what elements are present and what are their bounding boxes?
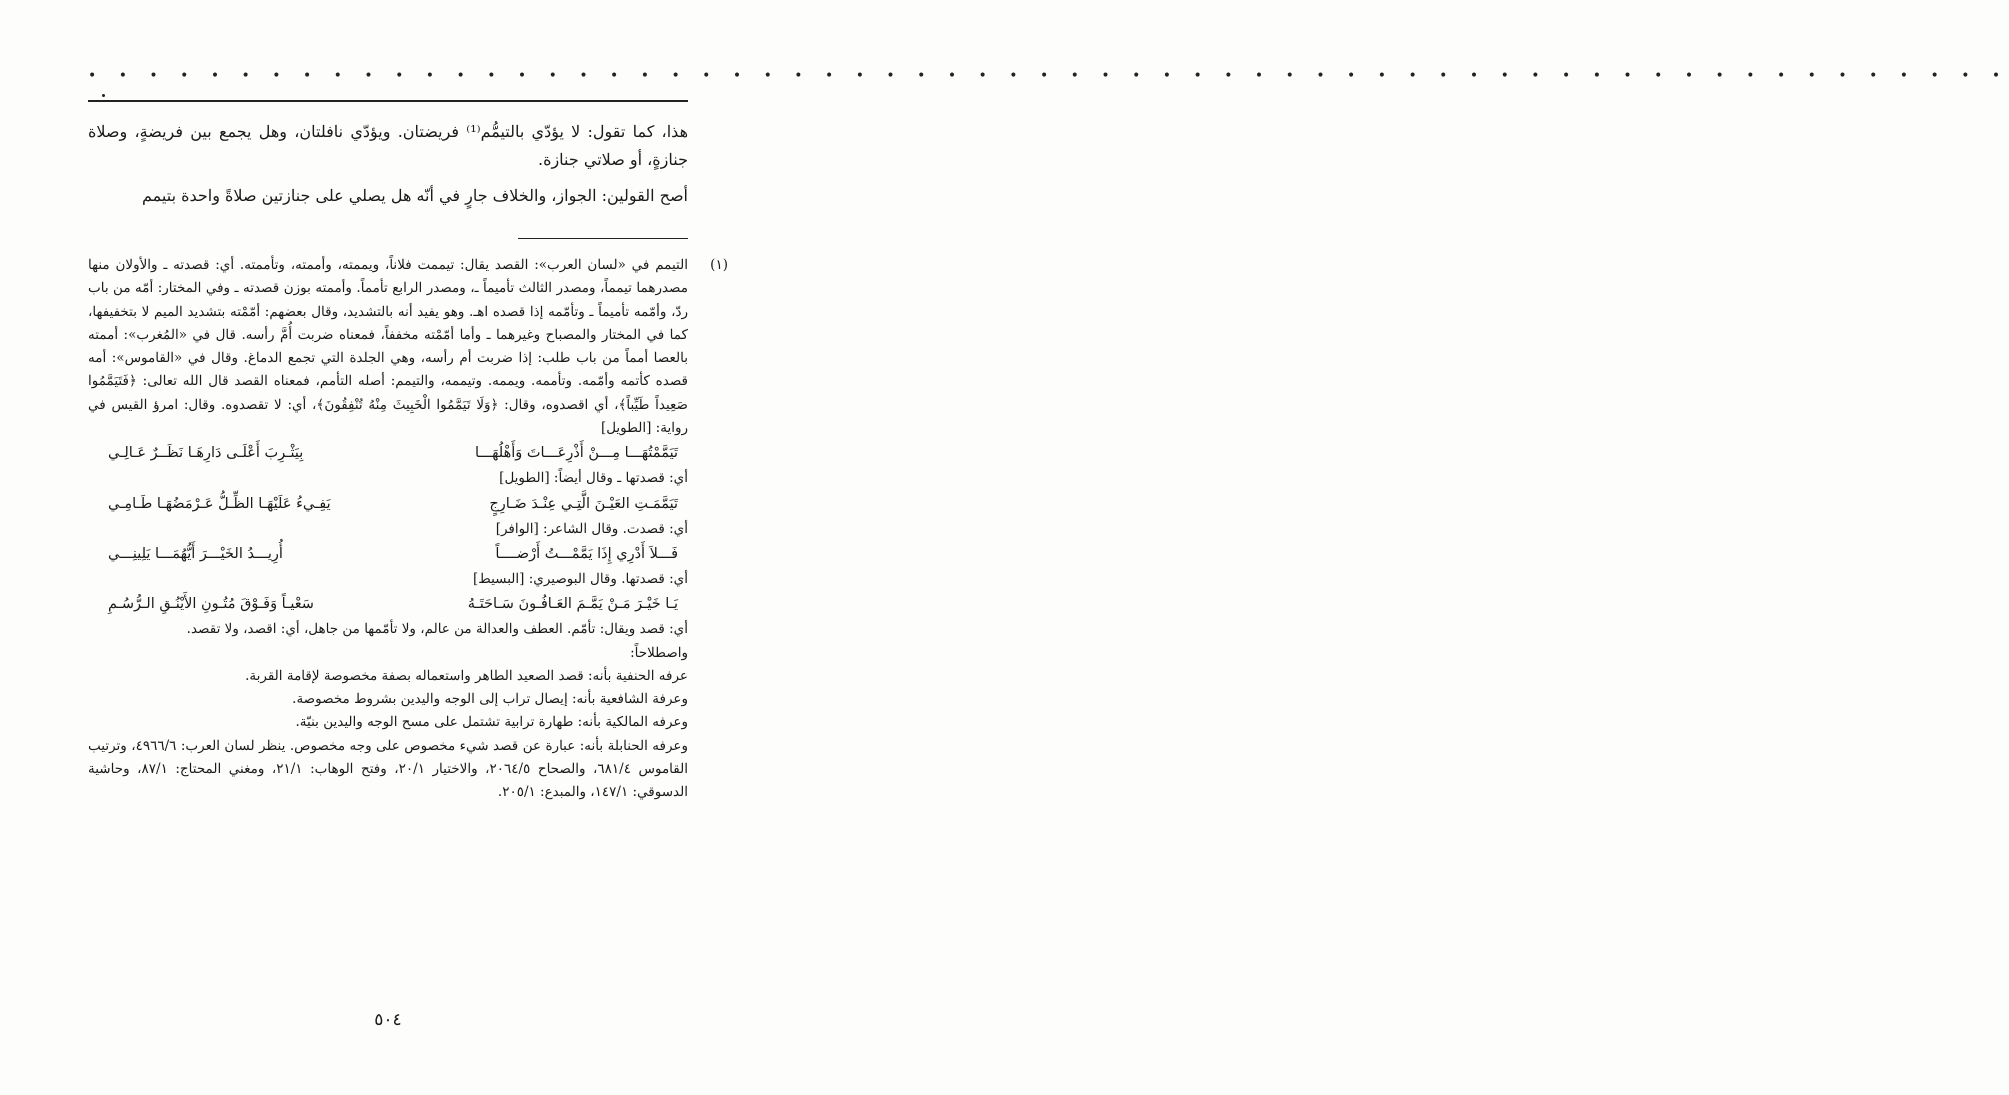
terminology-heading: واصطلاحاً: xyxy=(630,644,688,661)
footnote xyxy=(88,254,728,805)
verse-4-gloss: أي: قصد ويقال: تأمّم. العطف والعدالة من عالم، ولا تأمّمها من جاهل، أي: اقصد، ولا تقصد. xyxy=(186,621,688,638)
verse-1 xyxy=(88,440,688,467)
header-dot-rule: • • • • • • • • • • • • • • • • • • • • • • • • • • • • • • • • • • • • • • • • • • • • • • • • • • • • • • • • • • • • • • • xyxy=(88,68,2009,84)
main-text xyxy=(88,118,688,218)
verse-1-second-hemistich: بِيَثْـرِبَ أَعْلَـى دَارِهَـا نَظَــرٌ عَـالِـي xyxy=(108,445,304,462)
verse-4-second-hemistich: سَعْيـاً وَفَـوْقَ مُتُـونِ الأَيْنُـقِ الـرُّسُـمِ xyxy=(108,596,314,613)
verse-2-first-hemistich: تَيَمَّمَـتِ العَيْـنَ الَّتِـي عِنْـدَ ضَـارِجٍ xyxy=(489,495,678,512)
definition-hanbali-references: وعرفه الحنابلة بأنه: عبارة عن قصد شيء مخصوص على وجه مخصوص. ينظر لسان العرب: ٤٩٦٦/٦، وترتيب القاموس ٦٨١/٤، والصحاح ٢٠٦٤/٥، والاختيار ٢٠/١، وفتح الوهاب: ٢١/١، ومغني المحتاج: ٨٧/١، وحاشية الدسوقي: ١٤٧/١، والمبدع: ٢٠٥/١. xyxy=(88,737,688,801)
verse-3-second-hemistich: أُرِيـــدُ الخَيْـــرَ أَيُّهُمَـــا يَلِينِـــي xyxy=(108,545,283,562)
page-number: ٥٠٤ xyxy=(374,1010,402,1030)
header-rule xyxy=(88,100,688,102)
definition-shafii: وعرفة الشافعية بأنه: إيصال تراب إلى الوجه واليدين بشروط مخصوصة. xyxy=(292,691,688,708)
verse-2-second-hemistich: يَفِـيءُ عَلَيْهَـا الظِّـلُّ عَـرْمَضُهَـا طَـامِـي xyxy=(108,495,331,512)
main-paragraph-2: أصح القولين: الجواز، والخلاف جارٍ في أنّه هل يصلي على جنازتين صلاةً واحدة بتيمم xyxy=(142,186,688,205)
verse-3-gloss: أي: قصدتها. وقال البوصيري: [البسيط] xyxy=(473,570,688,587)
definition-maliki: وعرفه المالكية بأنه: طهارة ترابية تشتمل على مسح الوجه واليدين بنيّة. xyxy=(295,714,688,731)
footnote-number: (١) xyxy=(710,257,728,273)
verse-3-first-hemistich: فَـــلاَ أَدْرِي إِذَا يَمَّمْـــتُ أَرْضــــاً xyxy=(495,545,678,562)
verse-1-first-hemistich: تَيَمَّمْتُهَـــا مِـــنْ أَذْرِعَـــاتَ وَأَهْلُهَـــا xyxy=(474,445,678,462)
main-paragraph-1: هذا، كما تقول: لا يؤدّي بالتيمُّم⁽¹⁾ فريضتان. ويؤدّي نافلتان، وهل يجمع بين فريضةٍ، وصلاة جنازةٍ، أو صلاتي جنازة. xyxy=(88,122,689,169)
verse-4-first-hemistich: يَـا خَيْـرَ مَـنْ يَمَّـمَ العَـافُـونَ سَـاحَتَـهُ xyxy=(467,596,678,613)
footnote-intro: التيمم في «لسان العرب»: القصد يقال: تيممت فلاناً، ويممته، وأممته، وتأممته. أي: قصدته ـ والأولان منها مصدرهما تيمماً، ومصدر الثالث تأميماً ـ، ومصدر الرابع تأمماً. وأممته بوزن قصدته ـ وفي المختار: أمّه من باب ردّ، وأمّمه تأميماً ـ وتأمّمه إذا قصده اهـ. وهو يفيد أنه بالتشديد، وقال بعضهم: أمّمْته بتشديد الميم لا بتخفيفها، كما في المختار والمصباح وغيرهما ـ وأما أمّمْته مخففاً، فمعناه ضربت أُمَّ رأسه. قال في «المُغرب»: أممته بالعصا أمماً من باب طلب: إذا ضربت أم رأسه، وهي الجلدة التي تجمع الدماغ. وقال في «القاموس»: أمه قصده كأتمه وأمّمه. وتأممه. ويممه. وتيممه، والتيمم: أصله التأمم، فمعناه القصد قال الله تعالى: ﴿فَتَيَمَّمُوا صَعِيداً طَيِّباً﴾، أي اقصدوه، وقال: ﴿وَلَا تَيَمَّمُوا الْخَبِيثَ مِنْهُ تُنْفِقُونَ﴾، أي: لا تقصدوه. وقال: امرؤ القيس في رواية: [الطويل] xyxy=(88,257,688,437)
verse-1-gloss: أي: قصدتها ـ وقال أيضاً: [الطويل] xyxy=(499,470,688,487)
footnote-separator xyxy=(518,238,688,239)
verse-4 xyxy=(88,591,688,618)
verse-3 xyxy=(88,541,688,568)
verse-2 xyxy=(88,491,688,518)
verse-2-gloss: أي: قصدت. وقال الشاعر: [الوافر] xyxy=(495,520,688,537)
header-bullet xyxy=(102,94,105,97)
definition-hanafi: عرفه الحنفية بأنه: قصد الصعيد الطاهر واستعماله بصفة مخصوصة لإقامة القربة. xyxy=(245,667,688,684)
document-page xyxy=(88,0,2009,1095)
